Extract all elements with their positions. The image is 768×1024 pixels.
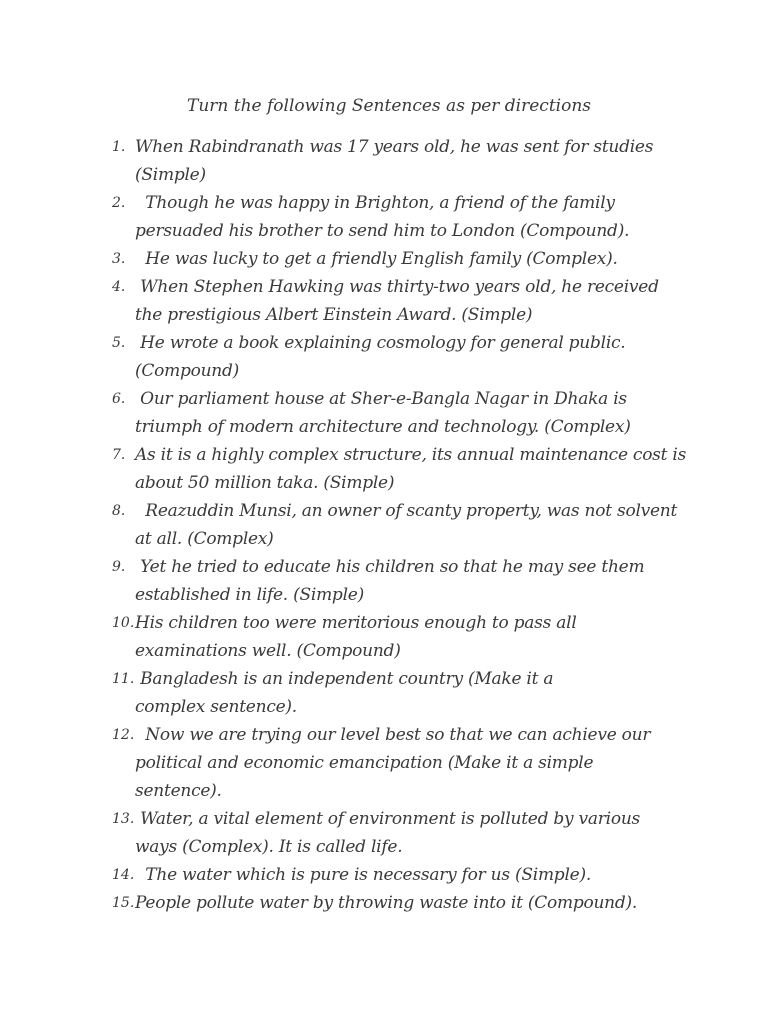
sentence-text-line: (Compound) [135, 361, 240, 381]
list-item [112, 665, 692, 721]
item-number: 9. [112, 559, 126, 575]
sentence-text-line: Bangladesh is an independent country (Make it a [135, 669, 554, 689]
item-number: 12. [112, 727, 135, 743]
list-item [112, 889, 692, 917]
list-item [112, 497, 692, 553]
item-number: 7. [112, 447, 126, 463]
item-number: 2. [112, 195, 126, 211]
sentence-text-line: triumph of modern architecture and technology. (Complex) [135, 417, 631, 437]
item-number: 4. [112, 279, 126, 295]
sentence-text-line: He wrote a book explaining cosmology for general public. [135, 333, 626, 353]
sentence-text-line: established in life. (Simple) [135, 585, 364, 605]
item-number: 8. [112, 503, 126, 519]
sentence-text-line: The water which is pure is necessary for us (Simple). [135, 865, 591, 885]
sentence-text-line: When Stephen Hawking was thirty-two years old, he received [135, 277, 659, 297]
sentence-text-line: His children too were meritorious enough to pass all [135, 613, 577, 633]
list-item [112, 273, 692, 329]
item-number: 11. [112, 671, 135, 687]
list-item [112, 553, 692, 609]
sentence-text-line: Reazuddin Munsi, an owner of scanty property, was not solvent [135, 501, 678, 521]
sentence-text-line: When Rabindranath was 17 years old, he was sent for studies [135, 137, 654, 157]
list-item [112, 385, 692, 441]
sentence-text-line: As it is a highly complex structure, its annual maintenance cost is [135, 445, 687, 465]
item-number: 1. [112, 139, 126, 155]
list-item [112, 329, 692, 385]
sentence-text-line: persuaded his brother to send him to London (Compound). [135, 221, 630, 241]
sentence-text-line: sentence). [135, 781, 222, 801]
item-number: 13. [112, 811, 135, 827]
list-item [112, 133, 692, 189]
list-item [112, 189, 692, 245]
sentence-text-line: about 50 million taka. (Simple) [135, 473, 395, 493]
item-number: 5. [112, 335, 126, 351]
list-item [112, 861, 692, 889]
sentence-text-line: ways (Complex). It is called life. [135, 837, 403, 857]
sentence-text-line: (Simple) [135, 165, 206, 185]
page-title: Turn the following Sentences as per directions [186, 96, 591, 116]
item-number: 15. [112, 895, 135, 911]
list-item [112, 609, 692, 665]
list-item [112, 441, 692, 497]
item-number: 6. [112, 391, 126, 407]
sentence-list [112, 133, 692, 917]
sentence-text-line: Yet he tried to educate his children so that he may see them [135, 557, 645, 577]
sentence-text-line: He was lucky to get a friendly English family (Complex). [135, 249, 618, 269]
list-item [112, 245, 692, 273]
item-number: 3. [112, 251, 126, 267]
sentence-text-line: Water, a vital element of environment is polluted by various [135, 809, 640, 829]
sentence-text-line: the prestigious Albert Einstein Award. (Simple) [135, 305, 533, 325]
sentence-text-line: complex sentence). [135, 697, 297, 717]
sentence-text-line: Though he was happy in Brighton, a friend of the family [135, 193, 615, 213]
sentence-text-line: Now we are trying our level best so that we can achieve our [135, 725, 651, 745]
sentence-text-line: at all. (Complex) [135, 529, 274, 549]
sentence-text-line: Our parliament house at Sher-e-Bangla Nagar in Dhaka is [135, 389, 627, 409]
sentence-text-line: examinations well. (Compound) [135, 641, 401, 661]
sentence-text-line: People pollute water by throwing waste into it (Compound). [135, 893, 638, 913]
item-number: 10. [112, 615, 135, 631]
sentence-text-line: political and economic emancipation (Make it a simple [135, 753, 594, 773]
list-item [112, 805, 692, 861]
list-item [112, 721, 692, 805]
item-number: 14. [112, 867, 135, 883]
